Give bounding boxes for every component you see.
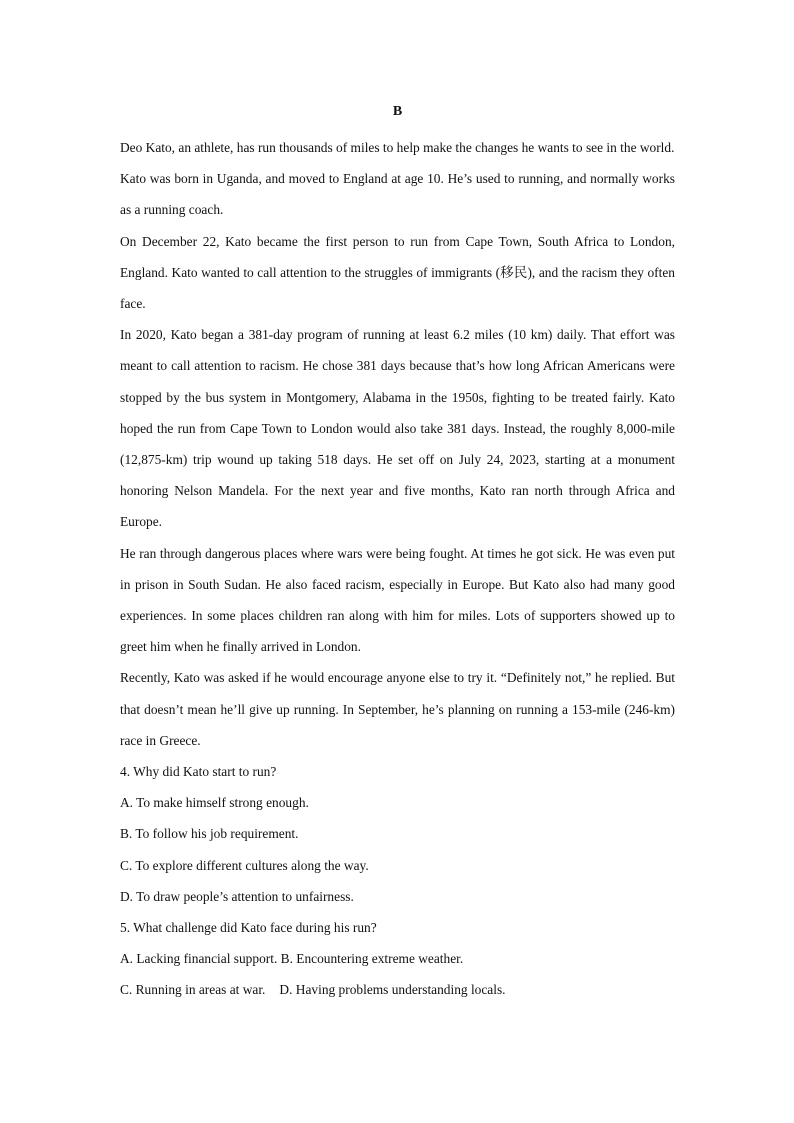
option-c: C. Running in areas at war. (120, 982, 266, 998)
question-stem: 5. What challenge did Kato face during his run? (120, 920, 377, 936)
section-heading: B (392, 104, 403, 119)
options-row-cd (120, 974, 675, 1005)
option-a: A. Lacking financial support. (120, 951, 278, 967)
paragraph-background: Kato was born in Uganda, and moved to England at age 10. He’s used to running, and normally works as a running coach. (120, 171, 675, 218)
paragraph-future: Recently, Kato was asked if he would encourage anyone else to try it. “Definitely not,” he replied. But that doesn’t mean he’ll give up running. In September, he’s planning on running a 153-mile (246-km) race in Greece. (120, 670, 675, 748)
paragraph-first-run: On December 22, Kato became the first person to run from Cape Town, South Africa to London, England. Kato wanted to call attention to the struggles of immigrants (移民), and the racism they often face. (120, 233, 675, 312)
question-stem: 4. Why did Kato start to run? (120, 764, 277, 780)
question-5 (120, 912, 675, 1006)
option-b: B. Encountering extreme weather. (280, 951, 464, 967)
paragraph-challenges: He ran through dangerous places where wars were being fought. At times he got sick. He was even put in prison in South Sudan. He also faced racism, especially in Europe. But Kato also had many good experiences. In some places children ran along with him for miles. Lots of supporters showed up to greet him when he finally arrived in London. (120, 545, 675, 655)
option-c: C. To explore different cultures along the way. (120, 857, 369, 873)
question-4 (120, 756, 675, 912)
option-a: A. To make himself strong enough. (120, 795, 309, 811)
option-b: B. To follow his job requirement. (120, 826, 299, 842)
option-d: D. To draw people’s attention to unfairness. (120, 888, 354, 904)
paragraph-intro: Deo Kato, an athlete, has run thousands of miles to help make the changes he wants to see in the world. (120, 140, 675, 155)
options-row-ab (120, 943, 675, 974)
paragraph-program: In 2020, Kato began a 381-day program of running at least 6.2 miles (10 km) daily. That effort was meant to call attention to racism. He chose 381 days because that’s how long African Americans were stopped by the bus system in Montgomery, Alabama in the 1950s, fighting to be treated fairly. Kato hoped the run from Cape Town to London would also take 381 days. Instead, the roughly 8,000-mile (12,875-km) trip wound up taking 518 days. He set off on July 24, 2023, starting at a monument honoring Nelson Mandela. For the next year and five months, Kato ran north through Africa and Europe. (120, 327, 675, 530)
option-d: D. Having problems understanding locals. (279, 982, 506, 998)
document-page (120, 101, 675, 1006)
